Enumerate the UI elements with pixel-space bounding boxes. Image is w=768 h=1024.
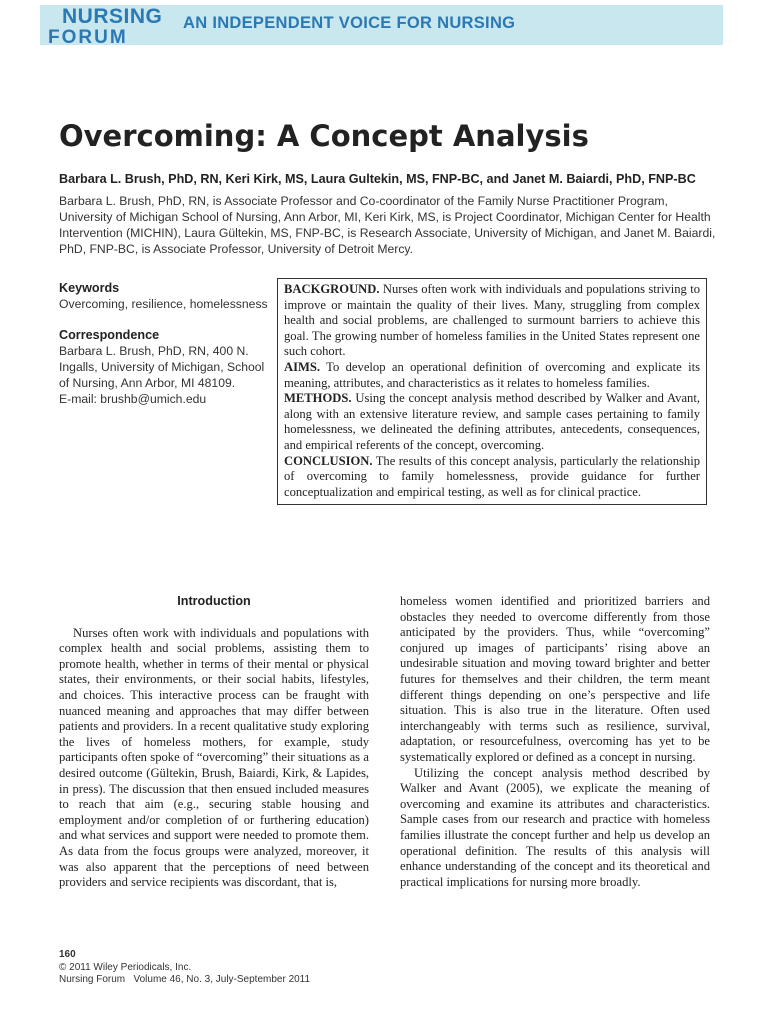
abstract-aims (284, 360, 700, 391)
methods-text: Using the concept analysis method described by Walker and Avant, along with an extensive literature review, and sample cases pertaining to family homelessness, we delineated the defining attributes, antecedents, consequences, and empirical referents of the concept, overcoming. (284, 391, 700, 452)
article-title: Overcoming: A Concept Analysis (59, 119, 589, 153)
journal-citation (59, 974, 310, 987)
keywords-heading: Keywords (59, 281, 120, 295)
logo-nursing: NURSING (62, 5, 163, 28)
abstract-box (277, 278, 707, 505)
journal-tagline: AN INDEPENDENT VOICE FOR NURSING (183, 14, 516, 32)
page-number: 160 (59, 949, 76, 960)
correspondence-heading: Correspondence (59, 328, 160, 342)
aims-label: AIMS. (284, 359, 321, 374)
author-affiliations: Barbara L. Brush, PhD, RN, is Associate Professor and Co-coordinator of the Family Nurse Practitioner Program, University of Michigan School of Nursing, Ann Arbor, MI, Keri Kirk, MS, is Project Coordinator, Michigan Center for Health Intervention (MICHIN), Laura Gültekin, MS, FNP-BC, is Research Associate, University of Michigan, and Janet M. Baiardi, PhD, FNP-BC, is Associate Professor, University of Detroit Mercy. (59, 194, 716, 256)
copyright-line: © 2011 Wiley Periodicals, Inc. (59, 961, 192, 973)
abstract-methods (284, 391, 700, 453)
background-text: Nurses often work with individuals and populations striving to improve or maintain the quality of their lives. Many, struggling from complex health and social problems, are challenged to surmount barriers to achieve this goal. The growing number of homeless families in the United States represent one such cohort. (284, 282, 701, 359)
journal-name: Nursing Forum (59, 974, 126, 985)
aims-text: To develop an operational definition of overcoming and explicate its meaning, attributes, and characteristics as it relates to homeless families. (284, 359, 700, 390)
intro-paragraph-1: Nurses often work with individuals and populations with complex health and social problems, assisting them to promote health, whether in terms of their mental or physical states, their environments, or their social habits, lifestyles, and choices. This interactive process can be fraught with nuanced meaning and approaches that may differ between patients and providers. In a recent qualitative study exploring the lives of homeless mothers, for example, study participants often spoke of “overcoming” their situations as a desired outcome (Gültekin, Brush, Baiardi, Kirk, & Lapides, in press). The discussion that then ensued included measures to reach that aim (e.g., securing stable housing and employment and/or completion of or furthering education) and what services and support were needed to promote them. As data from the focus groups were analyzed, moreover, it was also apparent that the perceptions of need between providers and service recipients was discordant, that is, (59, 625, 369, 890)
abstract-background (284, 282, 700, 360)
conclusion-label: CONCLUSION. (284, 453, 373, 468)
correspondence-email: E-mail: brushb@umich.edu (59, 392, 207, 406)
author-list: Barbara L. Brush, PhD, RN, Keri Kirk, MS, Laura Gultekin, MS, FNP-BC, and Janet M. Baiardi, PhD, FNP-BC (59, 172, 696, 186)
logo-forum: FORUM (48, 27, 128, 48)
journal-logo (48, 6, 162, 47)
methods-label: METHODS. (284, 391, 352, 406)
intro-paragraph-continued: homeless women identified and prioritized barriers and obstacles they needed to overcome differently from those anticipated by the providers. Thus, while “overcoming” conjured up images of participants’ rising above an undesirable situation and moving toward brighter and better futures for themselves and their children, the term meant different things depending on one’s perspective and life situation. This is also true in the literature. Often used interchangeably with terms such as resilience, survival, adaptation, or resourcefulness, overcoming has yet to be systematically explored or defined as a concept in nursing. (400, 594, 710, 764)
abstract-conclusion (284, 454, 700, 501)
correspondence-block (59, 327, 269, 407)
page-footer (59, 949, 310, 987)
keywords-block (59, 280, 269, 312)
journal-volume: Volume 46, No. 3, July-September 2011 (133, 974, 311, 985)
correspondence-address: Barbara L. Brush, PhD, RN, 400 N. Ingalls, University of Michigan, School of Nursing, Ann Arbor, MI 48109. (59, 344, 265, 390)
body-column-left (59, 594, 369, 891)
conclusion-text: The results of this concept analysis, particularly the relationship of overcoming to family homelessness, provide guidance for further conceptualization and empirical testing, as well as for clinical practice. (284, 453, 701, 499)
body-column-right (400, 594, 710, 890)
introduction-heading: Introduction (177, 594, 251, 608)
intro-paragraph-2: Utilizing the concept analysis method described by Walker and Avant (2005), we explicate the meaning of overcoming and examine its attributes and characteristics. Sample cases from our research and practice with homeless families illustrate the concept further and help us develop an operational definition. The results of this analysis will enhance understanding of the concept and its theoretical and practical implications for nursing more broadly. (400, 765, 710, 889)
keywords-text: Overcoming, resilience, homelessness (59, 297, 268, 311)
article-sidebar (59, 280, 269, 422)
background-label: BACKGROUND. (284, 282, 380, 296)
